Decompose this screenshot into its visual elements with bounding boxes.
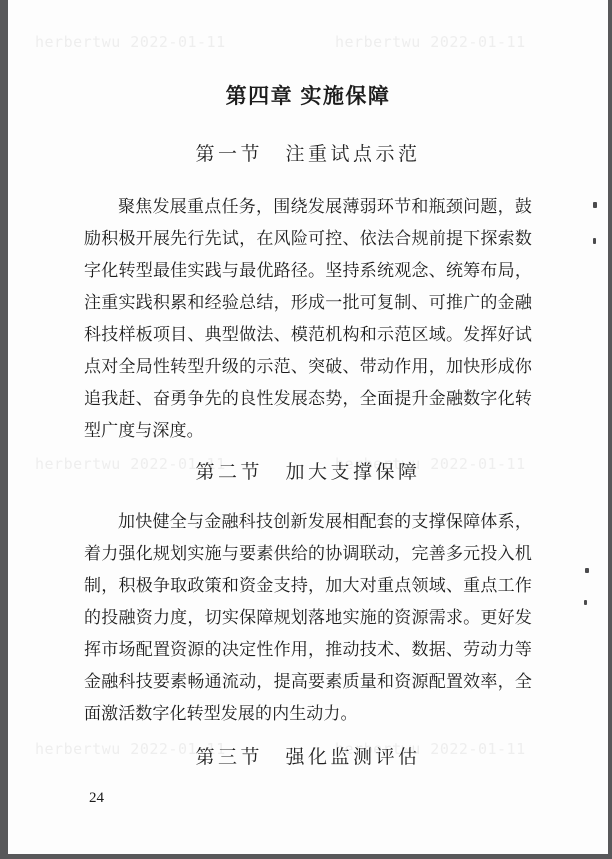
- watermark-text: herbertwu 2022-01-11: [335, 740, 526, 758]
- section-2-heading: 第二节 加大支撑保障: [195, 462, 421, 483]
- scan-speck: [593, 202, 597, 208]
- watermark-text: herbertwu 2022-01-11: [35, 33, 226, 51]
- scan-edge-bottom: [0, 854, 612, 859]
- watermark-text: herbertwu 2022-01-11: [35, 455, 226, 473]
- watermark-row: [0, 33, 612, 51]
- scan-speck: [593, 238, 596, 244]
- watermark-text: herbertwu 2022-01-11: [335, 33, 526, 51]
- section-3-heading: 第三节 强化监测评估: [195, 747, 421, 768]
- scan-edge-left: [0, 0, 8, 859]
- watermark-text: herbertwu 2022-01-11: [335, 455, 526, 473]
- page-number: 24: [89, 790, 104, 806]
- section-1-heading: 第一节 注重试点示范: [195, 144, 421, 165]
- section-2-paragraph: 加快健全与金融科技创新发展相配套的支撑保障体系，着力强化规划实施与要素供给的协调联动，完善多元投入机制，积极争取政策和资金支持，加大对重点领域、重点工作的投融资力度，切实保障规划落地实施的资源需求。更好发挥市场配置资源的决定性作用，推动技术、数据、劳动力等金融科技要素畅通流动，提高要素质量和资源配置效率，全面激活数字化转型发展的内生动力。: [84, 512, 532, 723]
- watermark-text: herbertwu 2022-01-11: [35, 740, 226, 758]
- section-1-paragraph: 聚焦发展重点任务，围绕发展薄弱环节和瓶颈问题，鼓励积极开展先行先试，在风险可控、依法合规前提下探索数字化转型最佳实践与最优路径。坚持系统观念、统筹布局，注重实践积累和经验总结，形成一批可复制、可推广的金融科技样板项目、典型做法、模范机构和示范区域。发挥好试点对全局性转型升级的示范、突破、带动作用，加快形成你追我赶、奋勇争先的良性发展态势，全面提升金融数字化转型广度与深度。: [84, 197, 532, 440]
- scan-speck: [584, 600, 587, 605]
- scan-speck: [585, 568, 589, 573]
- chapter-title: 第四章 实施保障: [225, 85, 391, 108]
- scan-edge-right: [608, 0, 612, 859]
